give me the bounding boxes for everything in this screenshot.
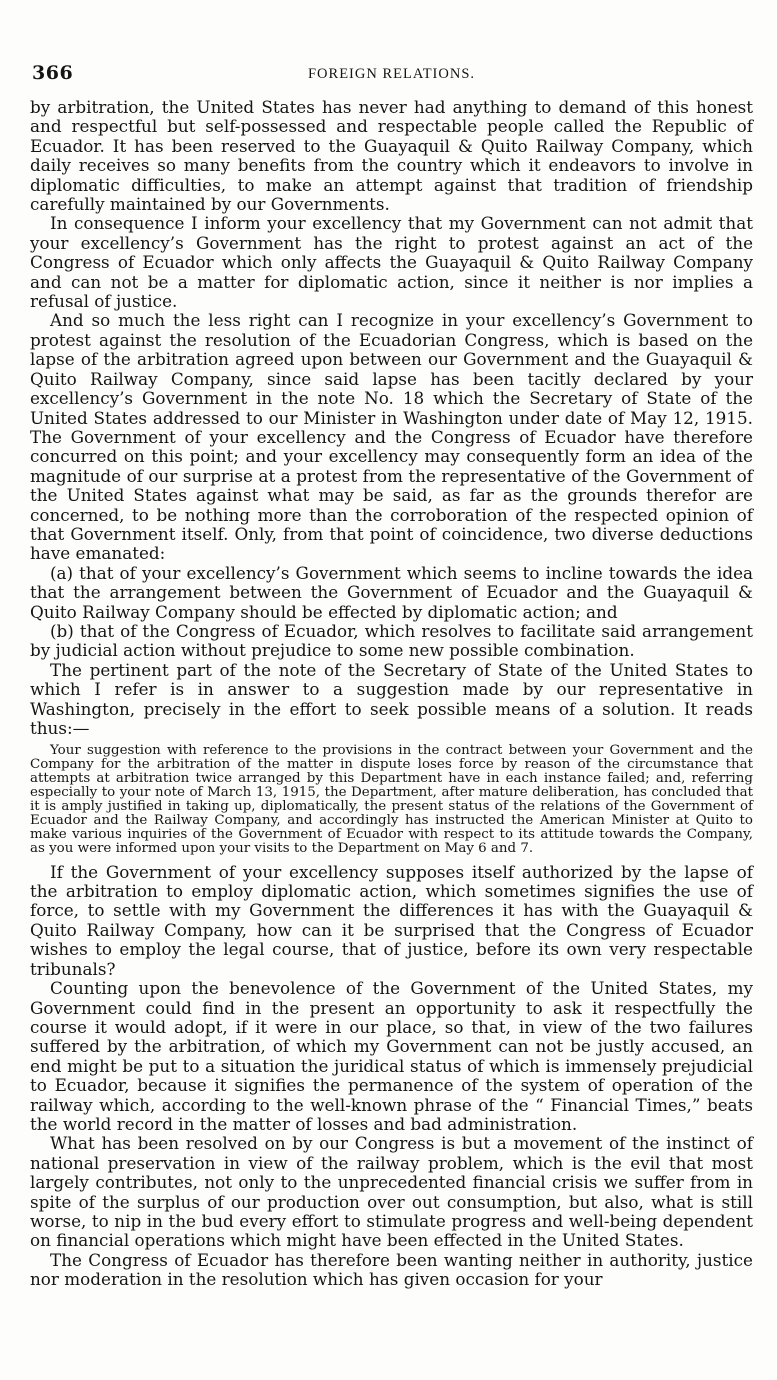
block-quote — [30, 744, 753, 855]
running-head: FOREIGN RELATIONS. — [307, 66, 476, 82]
paragraph: Counting upon the benevolence of the Government of the United States, my Government could find in the present an opportunity to ask it respectfully the course it would adopt, if it were in our place, so that, in view of the two failures suffered by the arbitration, of which my Government can not be justly accused, an end might be put to a situation the juridical status of which is immensely prejudicial to Ecuador, because it signifies the permanence of the system of operation of the railway which, according to the well-known phrase of the “ Financial Times,” beats the world record in the matter of losses and bad administration. — [30, 978, 753, 1134]
paragraph: And so much the less right can I recognize in your excellency’s Government to protest against the resolution of the Ecuadorian Congress, which is based on the lapse of the arbitration agreed upon between our Government and the Guayaquil & Quito Railway Company, since said lapse has been tacitly declared by your excellency’s Government in the note No. 18 which the Secretary of State of the United States addressed to our Minister in Washington under date of May 12, 1915. The Government of your excellency and the Congress of Ecuador have therefore concurred on this point; and your excellency may consequently form an idea of the magnitude of our surprise at a protest from the representative of the Government of the United States against what may be said, as far as the grounds therefor are concerned, to be nothing more than the corroboration of the respected opinion of that Government itself. Only, from that point of coincidence, two diverse deductions have emanated: — [30, 310, 753, 564]
paragraph: In consequence I inform your excellency that my Government can not admit that your excellency’s Government has the right to protest against an act of the Congress of Ecuador which only affects the Guayaquil & Quito Railway Company and can not be a matter for diplomatic action, since it neither is nor implies a refusal of justice. — [30, 213, 753, 312]
page-header — [30, 58, 753, 98]
paragraph: The pertinent part of the note of the Secretary of State of the United States to which I refer is in answer to a suggestion made by our representative in Washington, precisely in the effort to seek possible means of a solution. It reads thus:— — [30, 659, 753, 738]
paragraph: If the Government of your excellency supposes itself authorized by the lapse of the arbitration to employ diplomatic action, which sometimes signifies the use of force, to settle with my Government the differences it has with the Guayaquil & Quito Railway Company, how can it be surprised that the Congress of Ecuador wishes to employ the legal course, that of justice, before its own very respectable tribunals? — [30, 861, 753, 979]
body-text — [30, 98, 753, 1290]
quoted-paragraph: Your suggestion with reference to the provisions in the contract between your Government and the Company for the arbitration of the matter in dispute loses force by reason of the circumstance that attempts at arbitration twice arranged by this Department have in each instance failed; and, referring especially to your note of March 13, 1915, the Department, after mature deliberation, has concluded that it is amply justified in taking up, diplomatically, the present status of the relations of the Government of Ecuador and the Railway Company, and accordingly has instructed the American Minister at Quito to make various inquiries of the Government of Ecuador with respect to its attitude towards the Company, as you were informed upon your visits to the Department on May 6 and 7. — [30, 743, 753, 856]
paragraph: What has been resolved on by our Congress is but a movement of the instinct of national preservation in view of the railway problem, which is the evil that most largely contributes, not only to the unprecedented financial crisis we suffer from in spite of the surplus of our production over out consumption, but also, what is still worse, to nip in the bud every effort to stimulate progress and well-being dependent on financial operations which might have been effected in the United States. — [30, 1133, 753, 1251]
paragraph: The Congress of Ecuador has therefore been wanting neither in authority, justice nor moderation in the resolution which has given occasion for your — [30, 1249, 753, 1290]
page-number: 366 — [32, 62, 74, 84]
paragraph: (b) that of the Congress of Ecuador, which resolves to facilitate said arrangement by judicial action without prejudice to some new possible combination. — [30, 620, 753, 661]
paragraph: by arbitration, the United States has never had anything to demand of this honest and respectful but self-possessed and respectable people called the Republic of Ecuador. It has been reserved to the Guayaquil & Quito Railway Company, which daily receives so many benefits from the country which it endeavors to involve in diplomatic difficulties, to make an attempt against that tradition of friendship carefully maintained by our Governments. — [30, 97, 753, 215]
paragraph: (a) that of your excellency’s Government which seems to incline towards the idea that the arrangement between the Government of Ecuador and the Guayaquil & Quito Railway Company should be effected by diplomatic action; and — [30, 562, 753, 622]
